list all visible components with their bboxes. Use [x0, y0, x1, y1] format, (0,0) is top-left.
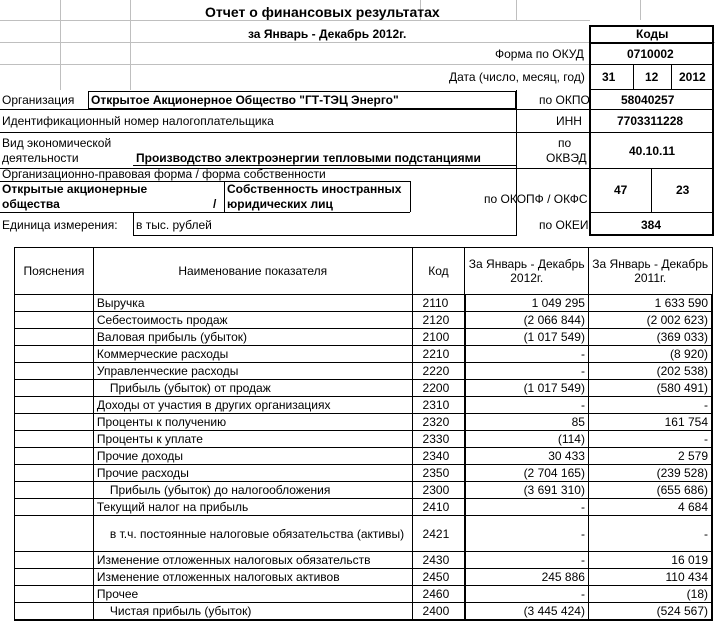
- indicator-name-cell: Валовая прибыль (убыток): [93, 329, 412, 346]
- value-2012-cell: 30 433: [465, 448, 589, 465]
- value-2012-cell: 1 049 295: [465, 295, 589, 312]
- indicator-name-cell: Себестоимость продаж: [93, 312, 412, 329]
- code-cell: 2210: [412, 346, 465, 363]
- value-2012-cell: -: [465, 499, 589, 516]
- table-row: [15, 329, 713, 346]
- value-2011-cell: 4 684: [588, 499, 712, 516]
- indicator-name-cell: Прочее: [93, 586, 412, 603]
- notes-cell: [15, 569, 94, 586]
- indicator-name-cell: Изменение отложенных налоговых обязательств: [93, 552, 412, 569]
- notes-cell: [15, 448, 94, 465]
- value-2012-cell: -: [465, 586, 589, 603]
- table-row: [15, 482, 713, 499]
- col-2011-header: За Январь - Декабрь 2011г.: [588, 248, 712, 295]
- unit-value: в тыс. рублей: [136, 218, 212, 232]
- value-2011-cell: -: [588, 516, 712, 552]
- value-2011-cell: 16 019: [588, 552, 712, 569]
- table-row: [15, 380, 713, 397]
- okopf-value: 47: [614, 183, 628, 197]
- value-2011-cell: 110 434: [588, 569, 712, 586]
- code-cell: 2410: [412, 499, 465, 516]
- indicator-name-cell: Текущий налог на прибыль: [93, 499, 412, 516]
- code-cell: 2200: [412, 380, 465, 397]
- okved-label-1: по: [558, 136, 572, 150]
- okved-label-2: ОКВЭД: [546, 151, 587, 165]
- value-2012-cell: (2 066 844): [465, 312, 589, 329]
- value-2011-cell: (369 033): [588, 329, 712, 346]
- date-month: 12: [645, 70, 659, 84]
- notes-cell: [15, 516, 94, 552]
- value-2012-cell: (2 704 165): [465, 465, 589, 482]
- notes-cell: [15, 414, 94, 431]
- table-header-row: [15, 248, 713, 295]
- notes-cell: [15, 380, 94, 397]
- value-2011-cell: 1 633 590: [588, 295, 712, 312]
- value-2012-cell: -: [465, 552, 589, 569]
- notes-cell: [15, 397, 94, 414]
- okfs-value: 23: [676, 183, 690, 197]
- value-2011-cell: (239 528): [588, 465, 712, 482]
- value-2011-cell: (2 002 623): [588, 312, 712, 329]
- code-cell: 2400: [412, 603, 465, 620]
- indicator-name-cell: в т.ч. постоянные налоговые обязательства (активы): [93, 516, 412, 552]
- financial-results-table: [14, 247, 713, 621]
- unit-label: Единица измерения:: [2, 218, 118, 232]
- value-2011-cell: -: [588, 431, 712, 448]
- okved-value: 40.10.11: [629, 144, 676, 158]
- okopf-label: по ОКОПФ / ОКФС: [484, 192, 588, 206]
- okpo-label: по ОКПО: [539, 93, 590, 107]
- indicator-name-cell: Коммерческие расходы: [93, 346, 412, 363]
- indicator-name-cell: Проценты к уплате: [93, 431, 412, 448]
- value-2012-cell: (114): [465, 431, 589, 448]
- value-2011-cell: (202 538): [588, 363, 712, 380]
- okud-value: 0710002: [627, 47, 674, 61]
- notes-cell: [15, 431, 94, 448]
- value-2012-cell: -: [465, 346, 589, 363]
- inn-label: ИНН: [556, 114, 582, 128]
- value-2011-cell: (8 920): [588, 346, 712, 363]
- code-cell: 2300: [412, 482, 465, 499]
- value-2011-cell: 2 579: [588, 448, 712, 465]
- ownership-2: юридических лиц: [227, 197, 333, 211]
- code-cell: 2350: [412, 465, 465, 482]
- activity-value: Производство электроэнергии тепловыми подстанциями: [136, 151, 481, 165]
- value-2011-cell: (18): [588, 586, 712, 603]
- code-cell: 2450: [412, 569, 465, 586]
- code-cell: 2110: [412, 295, 465, 312]
- code-cell: 2460: [412, 586, 465, 603]
- col-2012-header: За Январь - Декабрь 2012г.: [465, 248, 589, 295]
- date-day: 31: [602, 70, 616, 84]
- table-row: [15, 397, 713, 414]
- value-2012-cell: (3 691 310): [465, 482, 589, 499]
- code-cell: 2100: [412, 329, 465, 346]
- value-2012-cell: 85: [465, 414, 589, 431]
- value-2012-cell: (1 017 549): [465, 329, 589, 346]
- value-2011-cell: (655 686): [588, 482, 712, 499]
- table-row: [15, 552, 713, 569]
- indicator-name-cell: Управленческие расходы: [93, 363, 412, 380]
- value-2012-cell: 245 886: [465, 569, 589, 586]
- value-2012-cell: -: [465, 516, 589, 552]
- table-row: [15, 363, 713, 380]
- indicator-name-cell: Выручка: [93, 295, 412, 312]
- slash-separator: /: [213, 197, 217, 211]
- code-cell: 2430: [412, 552, 465, 569]
- value-2012-cell: -: [465, 397, 589, 414]
- notes-cell: [15, 499, 94, 516]
- code-cell: 2330: [412, 431, 465, 448]
- legal-form-label: Организационно-правовая форма / форма собственности: [2, 167, 326, 181]
- legal-form-1: Открытые акционерные: [2, 182, 148, 196]
- table-row: [15, 516, 713, 552]
- code-cell: 2340: [412, 448, 465, 465]
- codes-label: Коды: [636, 27, 669, 41]
- table-row: [15, 569, 713, 586]
- indicator-name-cell: Проценты к получению: [93, 414, 412, 431]
- legal-form-2: общества: [2, 197, 60, 211]
- table-row: [15, 603, 713, 620]
- table-row: [15, 431, 713, 448]
- notes-cell: [15, 482, 94, 499]
- notes-cell: [15, 586, 94, 603]
- notes-cell: [15, 312, 94, 329]
- table-row: [15, 312, 713, 329]
- okei-value: 384: [641, 218, 662, 232]
- col-notes-header: Пояснения: [15, 248, 94, 295]
- code-cell: 2320: [412, 414, 465, 431]
- indicator-name-cell: Прочие доходы: [93, 448, 412, 465]
- notes-cell: [15, 329, 94, 346]
- indicator-name-cell: Прочие расходы: [93, 465, 412, 482]
- table-row: [15, 295, 713, 312]
- value-2011-cell: -: [588, 397, 712, 414]
- table-row: [15, 499, 713, 516]
- indicator-name-cell: Доходы от участия в других организациях: [93, 397, 412, 414]
- inn-row-label: Идентификационный номер налогоплательщика: [2, 114, 274, 128]
- code-cell: 2310: [412, 397, 465, 414]
- value-2012-cell: (3 445 424): [465, 603, 589, 620]
- indicator-name-cell: Чистая прибыль (убыток): [93, 603, 412, 620]
- notes-cell: [15, 346, 94, 363]
- inn-value: 7703311228: [617, 114, 684, 128]
- notes-cell: [15, 465, 94, 482]
- table-row: [15, 465, 713, 482]
- notes-cell: [15, 295, 94, 312]
- okei-label: по ОКЕИ: [539, 218, 589, 232]
- code-cell: 2120: [412, 312, 465, 329]
- indicator-name-cell: Прибыль (убыток) до налогообложения: [93, 482, 412, 499]
- ownership-1: Собственность иностранных: [227, 182, 402, 196]
- code-cell: 2220: [412, 363, 465, 380]
- activity-label-1: Вид экономической: [2, 136, 112, 150]
- table-row: [15, 586, 713, 603]
- okud-label: Форма по ОКУД: [495, 47, 584, 61]
- value-2011-cell: (524 567): [588, 603, 712, 620]
- notes-cell: [15, 603, 94, 620]
- notes-cell: [15, 552, 94, 569]
- notes-cell: [15, 363, 94, 380]
- table-row: [15, 346, 713, 363]
- report-period: за Январь - Декабрь 2012г.: [248, 27, 407, 41]
- col-name-header: Наименование показателя: [93, 248, 412, 295]
- activity-label-2: деятельности: [2, 151, 79, 165]
- col-code-header: Код: [412, 248, 465, 295]
- code-cell: 2421: [412, 516, 465, 552]
- date-label: Дата (число, месяц, год): [449, 70, 585, 84]
- org-name: Открытое Акционерное Общество "ГТ-ТЭЦ Энерго": [91, 93, 399, 107]
- okpo-value: 58040257: [621, 93, 675, 107]
- org-label: Организация: [2, 93, 75, 107]
- value-2011-cell: (580 491): [588, 380, 712, 397]
- table-row: [15, 414, 713, 431]
- value-2011-cell: 161 754: [588, 414, 712, 431]
- date-year: 2012: [679, 70, 706, 84]
- report-title: Отчет о финансовых результатах: [205, 4, 440, 20]
- value-2012-cell: -: [465, 363, 589, 380]
- indicator-name-cell: Прибыль (убыток) от продаж: [93, 380, 412, 397]
- value-2012-cell: (1 017 549): [465, 380, 589, 397]
- indicator-name-cell: Изменение отложенных налоговых активов: [93, 569, 412, 586]
- table-row: [15, 448, 713, 465]
